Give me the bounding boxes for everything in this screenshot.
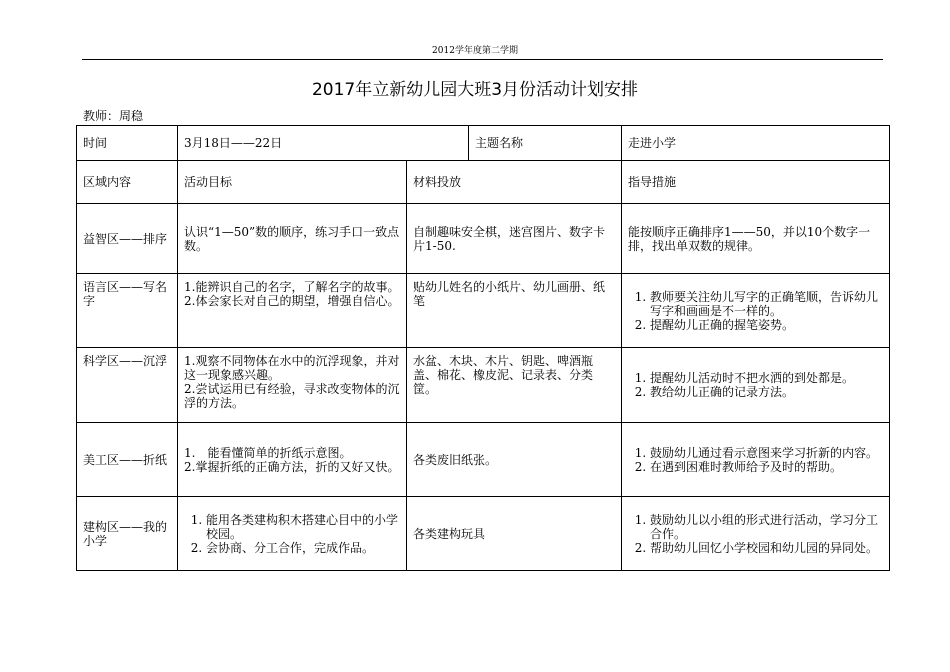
- material-cell: 水盆、木块、木片、钥匙、啤酒瓶盖、棉花、橡皮泥、记录表、分类筐。: [407, 348, 622, 423]
- guidance-item: 2. 提醒幼儿正确的握笔姿势。: [650, 318, 883, 332]
- guidance-item: 1. 提醒幼儿活动时不把水洒的到处都是。: [650, 371, 883, 385]
- table-row: [77, 423, 890, 497]
- goal-line: 1.观察不同物体在水中的沉浮现象，并对这一现象感兴趣。: [184, 354, 400, 382]
- material-header: 材料投放: [407, 161, 622, 204]
- area-header: 区域内容: [77, 161, 178, 204]
- time-label: 时间: [77, 126, 178, 161]
- theme-value: 走进小学: [622, 126, 890, 161]
- goal-line: 1. 能看懂简单的折纸示意图。: [184, 445, 352, 460]
- goal-list: [184, 513, 400, 555]
- goal-line: 1.能辨识自己的名字，了解名字的故事。: [184, 280, 400, 294]
- guidance-cell: [622, 274, 890, 348]
- guidance-list: [628, 446, 883, 474]
- guidance-cell: [622, 423, 890, 497]
- page-header-text: 2012学年度第二学期: [432, 46, 518, 56]
- area-cell: 美工区——折纸: [77, 423, 178, 497]
- goal-cell: [178, 204, 407, 274]
- goal-item: 1. 能用各类建构积木搭建心目中的小学校园。: [206, 513, 400, 541]
- activity-plan-table: [76, 125, 890, 571]
- guidance-item: 1. 鼓励幼儿以小组的形式进行活动，学习分工合作。: [650, 513, 883, 541]
- guidance-header: 指导措施: [622, 161, 890, 204]
- theme-label: 主题名称: [469, 126, 622, 161]
- goal-line: 2.掌握折纸的正确方法，折的又好又快。: [184, 459, 400, 474]
- goal-line: 认识“1—50”数的顺序，练习手口一致点数。: [184, 224, 400, 253]
- material-cell: 各类建构玩具: [407, 497, 622, 571]
- table-row: [77, 204, 890, 274]
- goal-line: 2.尝试运用已有经验，寻求改变物体的沉浮的方法。: [184, 382, 400, 410]
- guidance-item: 1. 教师要关注幼儿写字的正确笔顺，告诉幼儿写字和画画是不一样的。: [650, 290, 883, 318]
- goal-line: 2.体会家长对自己的期望，增强自信心。: [184, 294, 400, 308]
- goal-item: 2. 会协商、分工合作，完成作品。: [206, 541, 400, 555]
- area-cell: 建构区——我的小学: [77, 497, 178, 571]
- goal-cell: [178, 274, 407, 348]
- material-cell: 各类废旧纸张。: [407, 423, 622, 497]
- guidance-cell: [622, 204, 890, 274]
- guidance-line: 能按顺序正确排序1——50，并以10个数字一排，找出单双数的规律。: [628, 224, 871, 253]
- goal-cell: [178, 423, 407, 497]
- time-value: 3月18日——22日: [178, 126, 469, 161]
- guidance-list: [628, 290, 883, 332]
- guidance-item: 1. 鼓励幼儿通过看示意图来学习折新的内容。: [650, 446, 883, 460]
- header-rule: [82, 59, 883, 60]
- area-cell: 益智区——排序: [77, 204, 178, 274]
- table-row: [77, 274, 890, 348]
- goal-header: 活动目标: [178, 161, 407, 204]
- teacher-label: 教师：周稳: [83, 109, 144, 123]
- guidance-item: 2. 教给幼儿正确的记录方法。: [650, 385, 883, 399]
- area-cell: 语言区——写名字: [77, 274, 178, 348]
- guidance-item: 2. 在遇到困难时教师给予及时的帮助。: [650, 460, 883, 474]
- table-row: [77, 497, 890, 571]
- guidance-item: 2. 帮助幼儿回忆小学校园和幼儿园的异同处。: [650, 541, 883, 555]
- material-cell: 贴幼儿姓名的小纸片、幼儿画册、纸笔: [407, 274, 622, 348]
- guidance-cell: [622, 348, 890, 423]
- info-row: [77, 126, 890, 161]
- table-row: [77, 348, 890, 423]
- goal-cell: [178, 348, 407, 423]
- material-cell: 自制趣味安全棋，迷宫图片、数字卡片1-50.: [407, 204, 622, 274]
- guidance-cell: [622, 497, 890, 571]
- document-title: 2017年立新幼儿园大班3月份活动计划安排: [311, 80, 639, 100]
- guidance-list: [628, 371, 883, 399]
- goal-cell: [178, 497, 407, 571]
- header-row: [77, 161, 890, 204]
- guidance-list: [628, 513, 883, 555]
- area-cell: 科学区——沉浮: [77, 348, 178, 423]
